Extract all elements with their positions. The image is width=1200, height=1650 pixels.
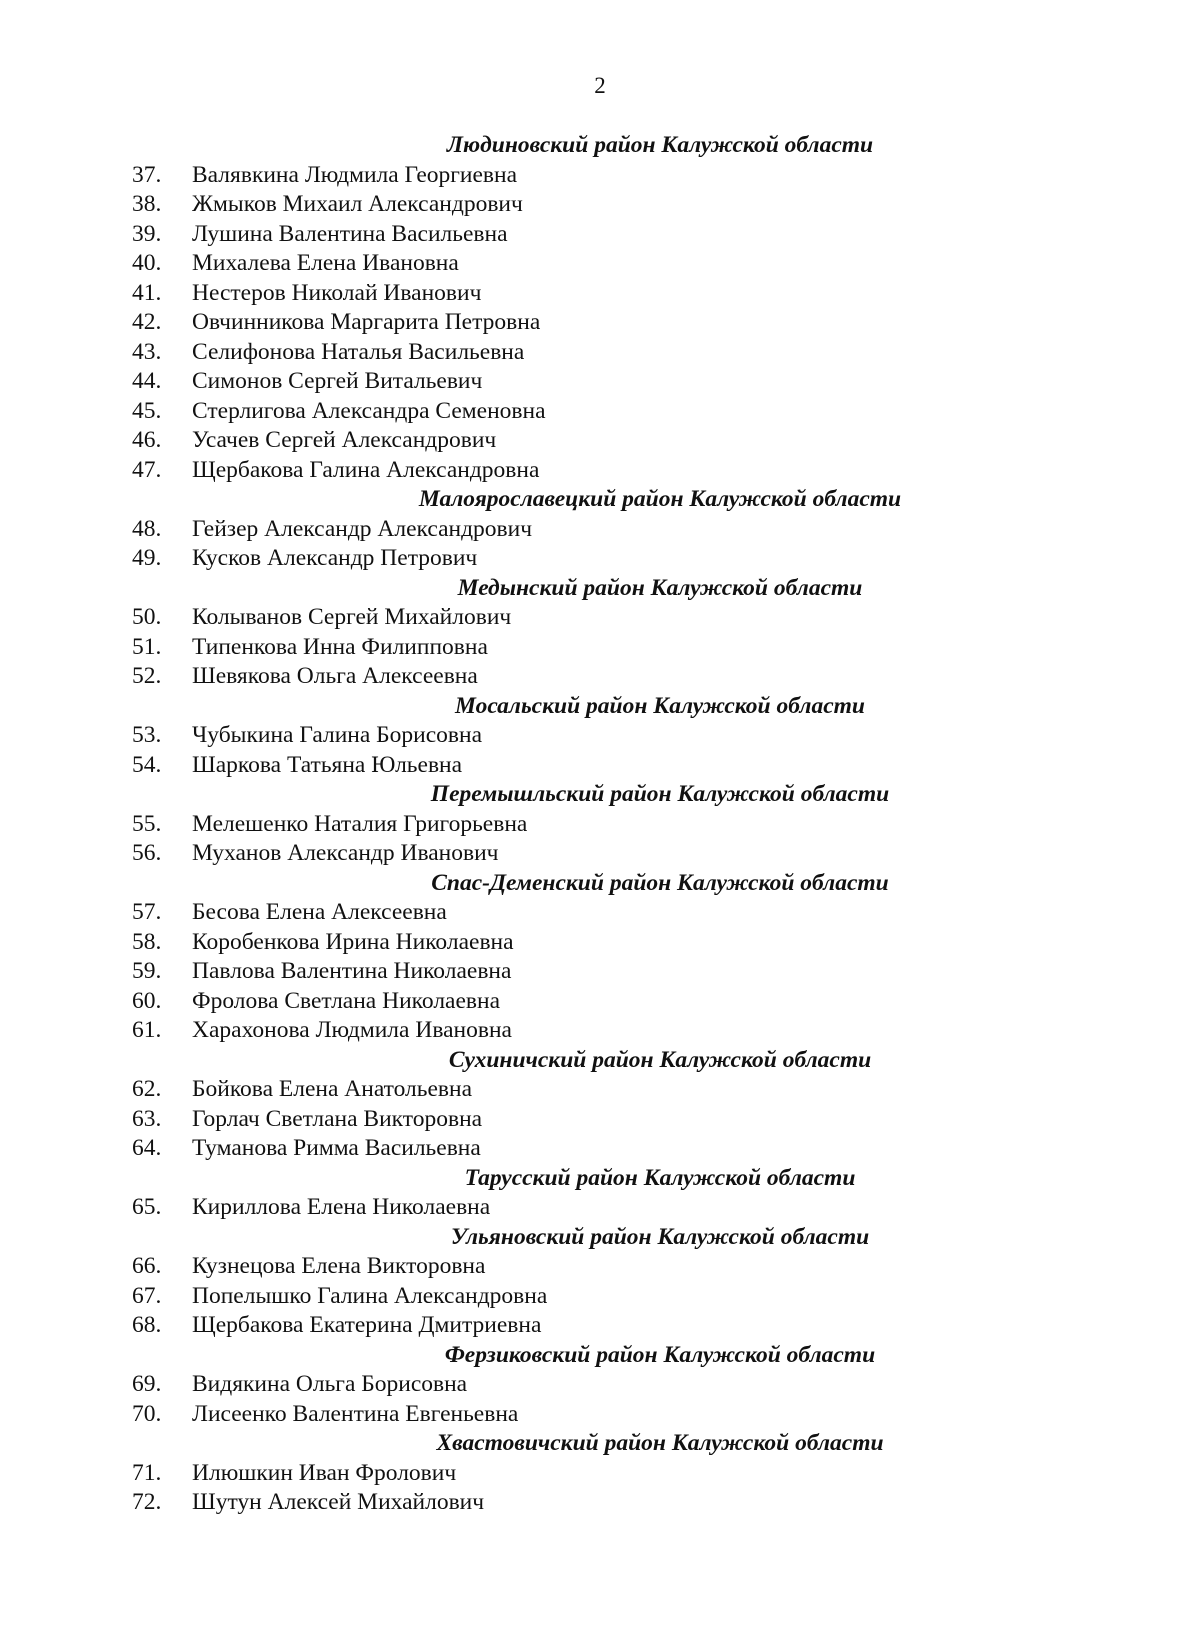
- person-name: Жмыков Михаил Александрович: [192, 191, 523, 217]
- person-name: Селифонова Наталья Васильевна: [192, 338, 525, 365]
- person-name: Нестеров Николай Иванович: [192, 279, 482, 306]
- list-item: [0, 249, 1200, 279]
- item-number: 55.: [132, 810, 162, 837]
- item-number: 65.: [132, 1194, 162, 1220]
- list-item: [0, 308, 1200, 338]
- list-item: [0, 928, 1200, 958]
- item-number: 58.: [132, 928, 162, 955]
- list-item: [0, 367, 1200, 397]
- person-name: Овчинникова Маргарита Петровна: [192, 309, 541, 335]
- item-number: 50.: [132, 604, 162, 630]
- item-number: 67.: [132, 1282, 162, 1309]
- list-item: [0, 1459, 1200, 1489]
- list-item: [0, 220, 1200, 250]
- item-number: 54.: [132, 751, 162, 778]
- person-name: Усачев Сергей Александрович: [192, 427, 497, 453]
- item-number: 61.: [132, 1017, 162, 1043]
- person-name: Илюшкин Иван Фролович: [192, 1459, 457, 1486]
- person-name: Туманова Римма Васильевна: [192, 1135, 481, 1161]
- person-name: Шаркова Татьяна Юльевна: [192, 751, 463, 778]
- person-name: Кузнецова Елена Викторовна: [192, 1253, 486, 1279]
- item-number: 45.: [132, 397, 162, 424]
- list-item: [0, 957, 1200, 987]
- person-name: Видякина Ольга Борисовна: [192, 1371, 468, 1397]
- item-number: 42.: [132, 309, 162, 335]
- list-item: [0, 1105, 1200, 1135]
- district-heading: Хвастовичский район Калужской области: [436, 1430, 884, 1456]
- item-number: 64.: [132, 1135, 162, 1161]
- person-name: Харахонова Людмила Ивановна: [192, 1017, 512, 1043]
- item-number: 59.: [132, 958, 162, 984]
- person-name: Лисеенко Валентина Евгеньевна: [192, 1400, 519, 1427]
- item-number: 57.: [132, 899, 162, 925]
- item-number: 49.: [132, 545, 162, 571]
- item-number: 53.: [132, 722, 162, 748]
- person-name: Фролова Светлана Николаевна: [192, 987, 501, 1014]
- item-number: 71.: [132, 1459, 162, 1486]
- item-number: 69.: [132, 1371, 162, 1397]
- list-item: [0, 810, 1200, 840]
- person-name: Кусков Александр Петрович: [192, 545, 478, 571]
- list-item: [0, 662, 1200, 692]
- person-name: Муханов Александр Иванович: [192, 840, 499, 866]
- person-name: Симонов Сергей Витальевич: [192, 368, 483, 394]
- list-item: [0, 190, 1200, 220]
- district-heading: Перемышльский район Калужской области: [430, 781, 890, 807]
- item-number: 48.: [132, 515, 162, 542]
- list-item: [0, 1282, 1200, 1312]
- list-item: [0, 987, 1200, 1017]
- person-name: Павлова Валентина Николаевна: [192, 958, 512, 984]
- list-item: [0, 279, 1200, 309]
- list-item: [0, 721, 1200, 751]
- item-number: 40.: [132, 250, 162, 276]
- district-heading: Спас-Деменский район Калужской области: [431, 869, 889, 896]
- list-item: [0, 1075, 1200, 1105]
- item-number: 43.: [132, 338, 162, 365]
- person-name: Стерлигова Александра Семеновна: [192, 397, 546, 424]
- item-number: 47.: [132, 456, 162, 483]
- person-name: Михалева Елена Ивановна: [192, 250, 459, 276]
- list-item: [0, 456, 1200, 486]
- list-item: [0, 426, 1200, 456]
- list-item: [0, 1370, 1200, 1400]
- item-number: 60.: [132, 987, 162, 1014]
- person-name: Горлач Светлана Викторовна: [192, 1105, 483, 1132]
- item-number: 66.: [132, 1253, 162, 1279]
- list-item: [0, 515, 1200, 545]
- person-name: Мелешенко Наталия Григорьевна: [192, 810, 528, 837]
- item-number: 70.: [132, 1400, 162, 1427]
- list-item: [0, 544, 1200, 574]
- item-number: 38.: [132, 191, 162, 217]
- district-heading: Мосальский район Калужской области: [455, 692, 865, 719]
- person-name: Шевякова Ольга Алексеевна: [192, 663, 478, 689]
- person-name: Лушина Валентина Васильевна: [192, 220, 508, 247]
- person-name: Щербакова Галина Александровна: [192, 456, 540, 483]
- list-item: [0, 898, 1200, 928]
- district-heading: Ульяновский район Калужской области: [450, 1223, 870, 1250]
- district-list: [0, 131, 1200, 1518]
- item-number: 37.: [132, 161, 162, 188]
- page-number: 2: [594, 73, 606, 98]
- list-item: [0, 839, 1200, 869]
- person-name: Шутун Алексей Михайлович: [192, 1489, 485, 1515]
- list-item: [0, 397, 1200, 427]
- item-number: 62.: [132, 1076, 162, 1102]
- list-item: [0, 1488, 1200, 1518]
- list-item: [0, 1400, 1200, 1430]
- list-item: [0, 1016, 1200, 1046]
- item-number: 44.: [132, 368, 162, 394]
- list-item: [0, 338, 1200, 368]
- district-heading: Сухиничский район Калужской области: [448, 1046, 872, 1073]
- list-item: [0, 603, 1200, 633]
- district-heading: Тарусский район Калужской области: [464, 1164, 856, 1191]
- item-number: 52.: [132, 663, 162, 689]
- person-name: Типенкова Инна Филипповна: [192, 633, 488, 660]
- list-item: [0, 1311, 1200, 1341]
- district-heading: Ферзиковский район Калужской области: [444, 1341, 876, 1368]
- item-number: 39.: [132, 220, 162, 247]
- district-heading: Людиновский район Калужской области: [446, 132, 874, 158]
- list-item: [0, 633, 1200, 663]
- item-number: 51.: [132, 633, 162, 660]
- person-name: Гейзер Александр Александрович: [192, 515, 533, 542]
- person-name: Колыванов Сергей Михайлович: [192, 604, 512, 630]
- list-item: [0, 161, 1200, 191]
- person-name: Бойкова Елена Анатольевна: [192, 1076, 473, 1102]
- item-number: 72.: [132, 1489, 162, 1515]
- list-item: [0, 1252, 1200, 1282]
- item-number: 68.: [132, 1312, 162, 1338]
- person-name: Чубыкина Галина Борисовна: [192, 722, 483, 748]
- person-name: Щербакова Екатерина Дмитриевна: [192, 1312, 542, 1338]
- person-name: Валявкина Людмила Георгиевна: [192, 161, 518, 188]
- item-number: 46.: [132, 427, 162, 453]
- district-heading: Медынский район Калужской области: [457, 574, 863, 601]
- person-name: Попелышко Галина Александровна: [192, 1282, 548, 1309]
- item-number: 56.: [132, 840, 162, 866]
- list-item: [0, 1134, 1200, 1164]
- person-name: Бесова Елена Алексеевна: [192, 899, 447, 925]
- item-number: 41.: [132, 279, 162, 306]
- person-name: Коробенкова Ирина Николаевна: [192, 928, 514, 955]
- district-heading: Малоярославецкий район Калужской области: [418, 486, 902, 512]
- person-name: Кириллова Елена Николаевна: [192, 1194, 491, 1220]
- list-item: [0, 1193, 1200, 1223]
- list-item: [0, 751, 1200, 781]
- item-number: 63.: [132, 1105, 162, 1132]
